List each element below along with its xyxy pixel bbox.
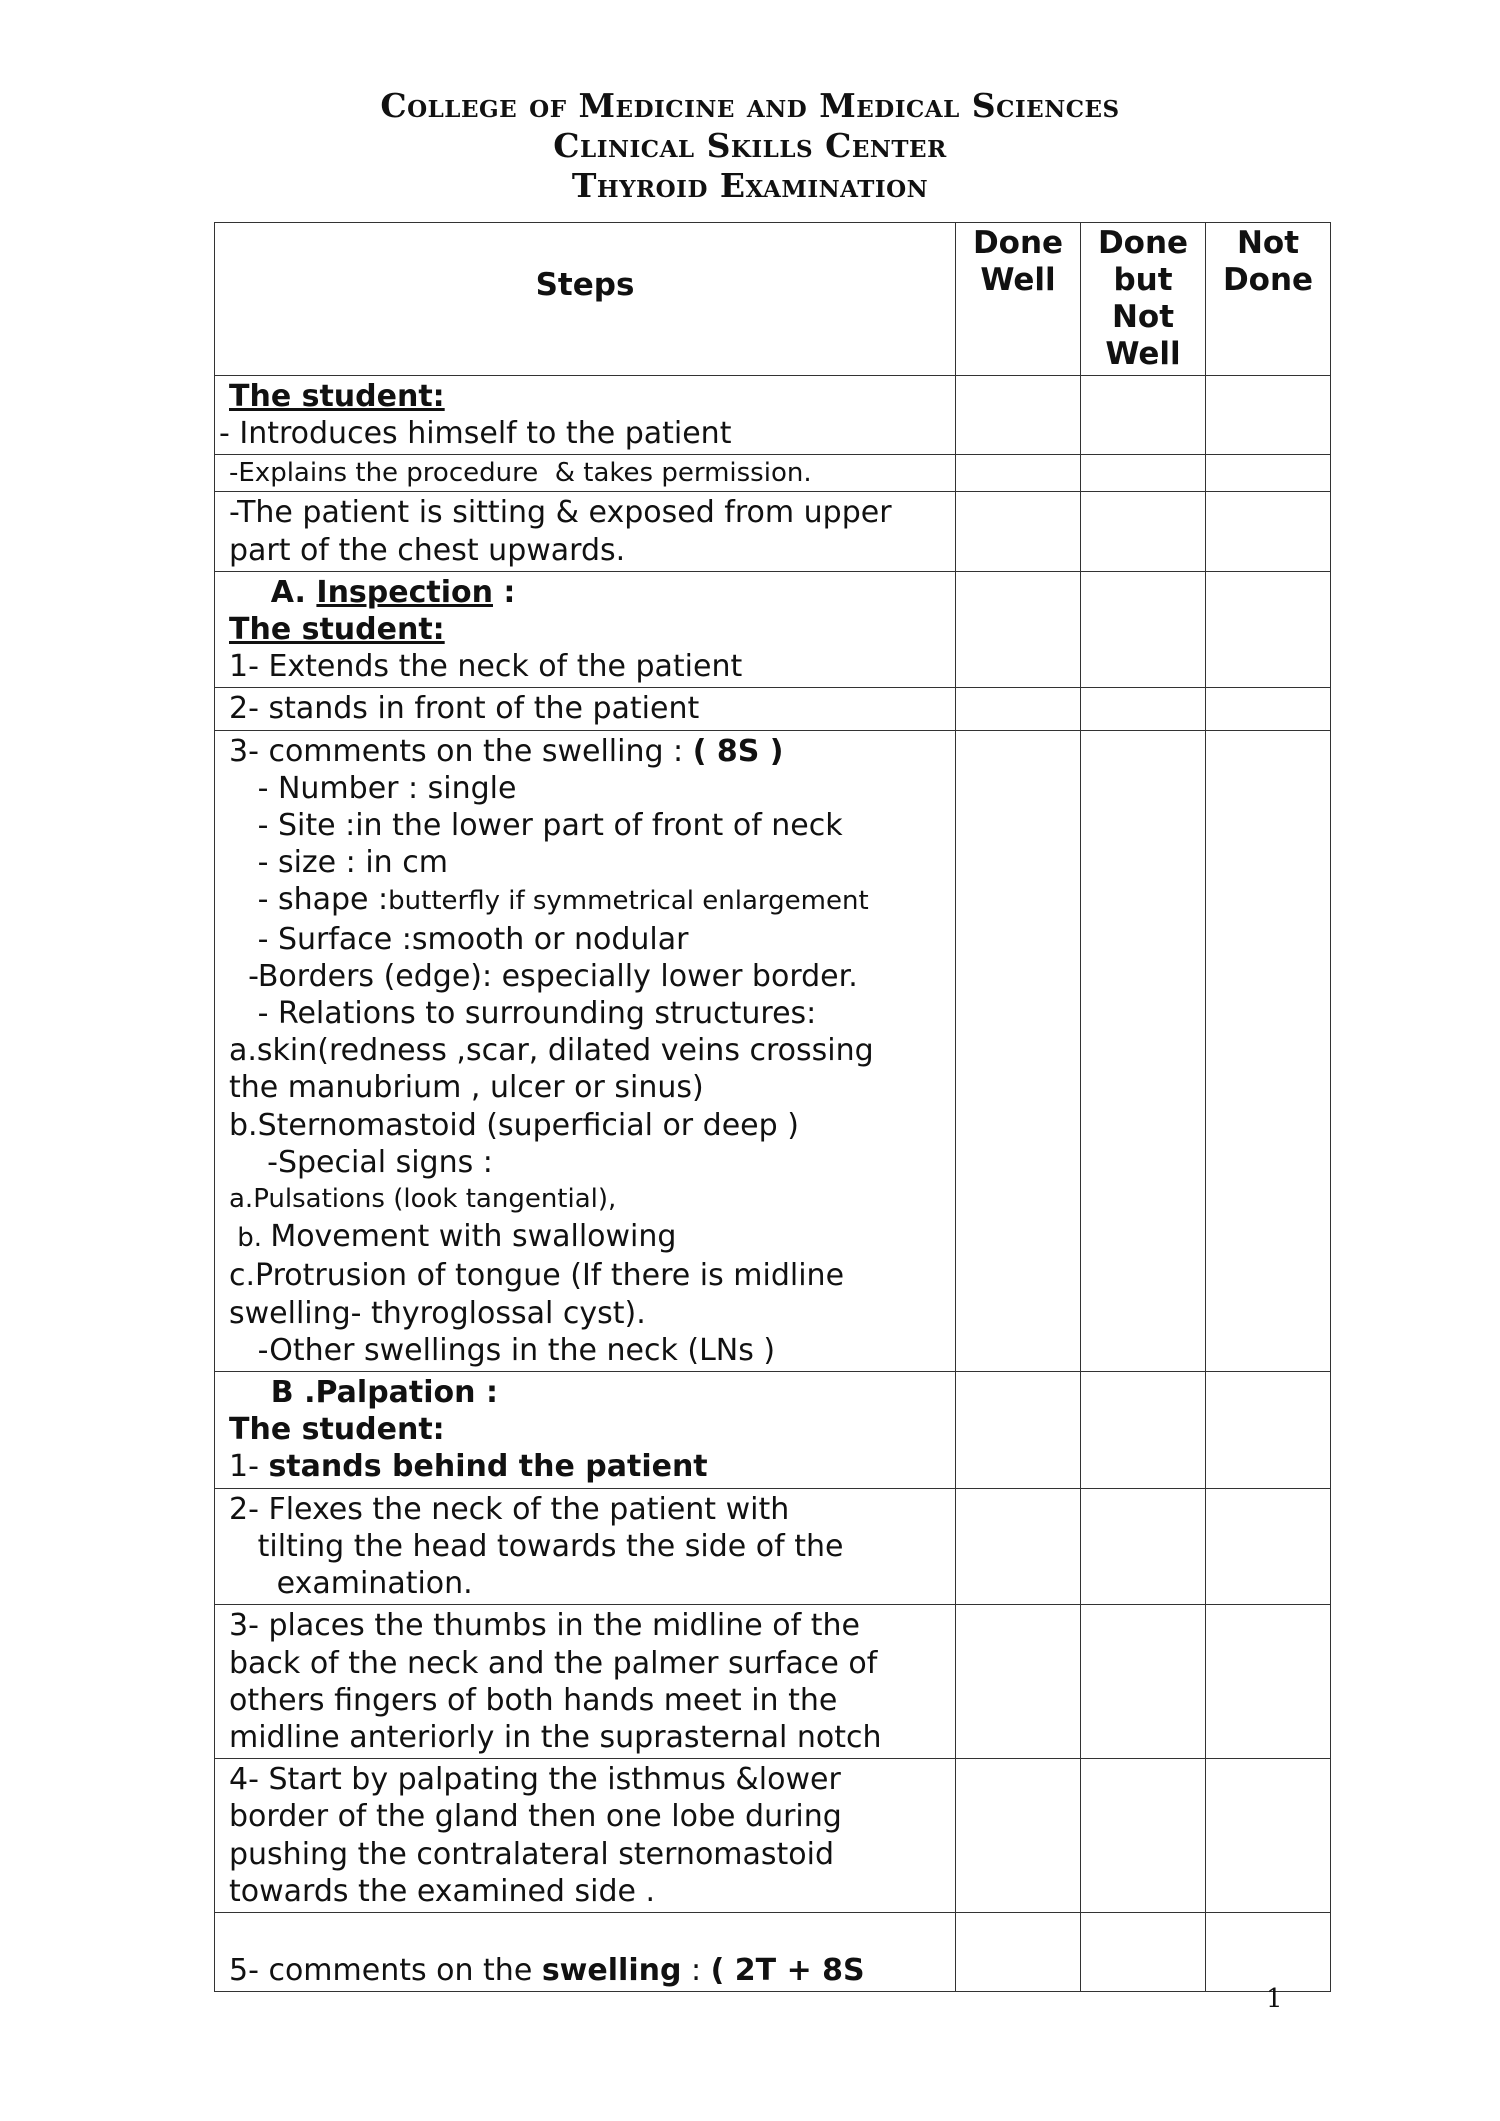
document-header: [0, 86, 1500, 206]
done-well-checkbox[interactable]: [956, 688, 1081, 730]
done-well-checkbox[interactable]: [956, 571, 1081, 688]
step-cell: B .Palpation : The student: 1- stands behind the patient: [215, 1372, 956, 1489]
step-cell: -The patient is sitting & exposed from upper part of the chest upwards.: [215, 492, 956, 571]
done-well-checkbox[interactable]: [956, 1372, 1081, 1489]
table-row: [215, 1488, 1331, 1605]
not-done-checkbox[interactable]: [1206, 688, 1331, 730]
step-cell: 4- Start by palpating the isthmus &lower border of the gland then one lobe during pushing the contralateral sternomastoid towards the examined side .: [215, 1759, 956, 1913]
checklist-table: [214, 222, 1331, 1992]
not-done-checkbox[interactable]: [1206, 1372, 1331, 1489]
step-cell: 2- stands in front of the patient: [215, 688, 956, 730]
table-row: [215, 571, 1331, 688]
table-row: [215, 730, 1331, 1371]
done-not-well-checkbox[interactable]: [1081, 376, 1206, 455]
step-cell: 3- places the thumbs in the midline of the back of the neck and the palmer surface of others fingers of both hands meet in the midline anteriorly in the suprasternal notch: [215, 1605, 956, 1759]
student-label: The student:: [229, 379, 445, 414]
done-well-checkbox[interactable]: [956, 730, 1081, 1371]
done-well-checkbox[interactable]: [956, 492, 1081, 571]
exam-title: Thyroid Examination: [571, 166, 929, 205]
not-done-checkbox[interactable]: [1206, 730, 1331, 1371]
done-not-well-checkbox[interactable]: [1081, 730, 1206, 1371]
steps-header: Steps: [215, 223, 956, 376]
done-not-well-checkbox[interactable]: [1081, 688, 1206, 730]
done-well-checkbox[interactable]: [956, 1759, 1081, 1913]
not-done-checkbox[interactable]: [1206, 1759, 1331, 1913]
not-done-checkbox[interactable]: [1206, 1605, 1331, 1759]
center-title: Clinical Skills Center: [553, 126, 947, 165]
table-row: [215, 376, 1331, 455]
not-done-checkbox[interactable]: [1206, 376, 1331, 455]
not-done-header: Not Done: [1206, 223, 1331, 376]
done-not-well-checkbox[interactable]: [1081, 1912, 1206, 1991]
not-done-checkbox[interactable]: [1206, 492, 1331, 571]
done-well-checkbox[interactable]: [956, 376, 1081, 455]
step-cell: 2- Flexes the neck of the patient with tilting the head towards the side of the examination.: [215, 1488, 956, 1605]
table-row: [215, 688, 1331, 730]
inspection-heading: Inspection: [316, 574, 493, 610]
page-number: 1: [1266, 1984, 1283, 2014]
not-done-checkbox[interactable]: [1206, 1912, 1331, 1991]
step-cell: The student: - Introduces himself to the patient: [215, 376, 956, 455]
step-cell: 3- comments on the swelling : ( 8S ) - Number : single - Site :in the lower part of front of neck - size : in cm - shape :butterfly if symmetrical enlargement - Surface :smooth or nodular -Borders (edge): especially lower border. - Relations to surrounding structures: a.skin(redness ,scar, dilated veins crossing the manubrium , ulcer or sinus) b.Sternomastoid (superficial or deep ) -Special signs : a.Pulsations (look tangential), b. Movement with swallowing c.Protrusion of tongue (If there is midline swelling- thyroglossal cyst). -Other swellings in the neck (LNs ): [215, 730, 956, 1371]
step-cell: A. Inspection : The student: 1- Extends the neck of the patient: [215, 571, 956, 688]
done-well-checkbox[interactable]: [956, 455, 1081, 492]
palpation-heading: B .Palpation :: [229, 1375, 498, 1411]
college-title: College of Medicine and Medical Sciences: [380, 86, 1120, 125]
not-done-checkbox[interactable]: [1206, 455, 1331, 492]
not-done-checkbox[interactable]: [1206, 571, 1331, 688]
done-not-well-checkbox[interactable]: [1081, 1605, 1206, 1759]
step-cell: 5- comments on the swelling : ( 2T + 8S: [215, 1912, 956, 1991]
done-not-well-checkbox[interactable]: [1081, 492, 1206, 571]
done-not-well-header: Done but Not Well: [1081, 223, 1206, 376]
done-not-well-checkbox[interactable]: [1081, 571, 1206, 688]
done-not-well-checkbox[interactable]: [1081, 1488, 1206, 1605]
table-row: [215, 1372, 1331, 1489]
table-row: [215, 1759, 1331, 1913]
not-done-checkbox[interactable]: [1206, 1488, 1331, 1605]
table-row: [215, 1605, 1331, 1759]
student-label: The student:: [229, 612, 445, 648]
done-well-checkbox[interactable]: [956, 1488, 1081, 1605]
done-not-well-checkbox[interactable]: [1081, 455, 1206, 492]
done-well-checkbox[interactable]: [956, 1912, 1081, 1991]
header-row: [215, 223, 1331, 376]
done-well-checkbox[interactable]: [956, 1605, 1081, 1759]
done-well-header: Done Well: [956, 223, 1081, 376]
table-row: [215, 492, 1331, 571]
table-row: [215, 1912, 1331, 1991]
done-not-well-checkbox[interactable]: [1081, 1759, 1206, 1913]
step-cell: -Explains the procedure & takes permission.: [215, 455, 956, 492]
table-row: [215, 455, 1331, 492]
student-label: The student:: [229, 1412, 445, 1448]
done-not-well-checkbox[interactable]: [1081, 1372, 1206, 1489]
